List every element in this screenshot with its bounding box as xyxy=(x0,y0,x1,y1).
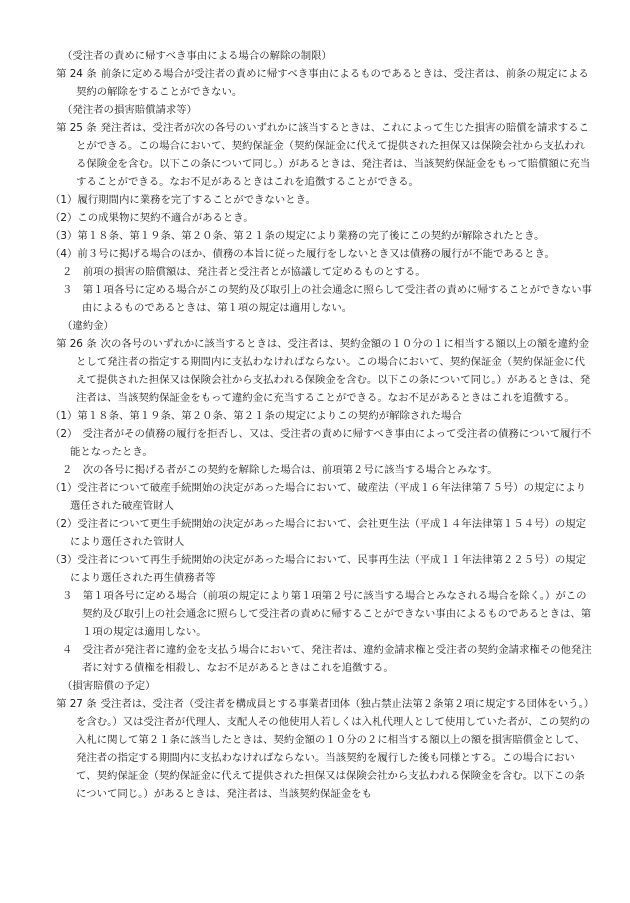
article-24-label: 第 24 条 xyxy=(56,68,97,80)
article-25-body xyxy=(56,119,594,191)
article-26-item-2: （2） 受注者がその債務の履行を拒否し、又は、受注者の責めに帰すべき事由によって受注者の債務について履行不能となったとき。 xyxy=(50,428,592,458)
article-25-item-3: （3）第１８条、第１９条、第２０条、第２１条の規定により業務の完了後にこの契約が解除されたとき。 xyxy=(50,230,545,242)
article-25-paragraph-2: ２ 前項の損害の賠償額は、発注者と受注者とが協議して定めるものとする。 xyxy=(62,266,426,278)
article-25-item-4: （4）前３号に掲げる場合のほか、債務の本旨に従った履行をしないとき又は債務の履行が不能であるとき。 xyxy=(50,248,555,260)
article-25-label: 第 25 条 xyxy=(56,122,97,134)
article-27-text: 受注者は、受注者（受注者を構成員とする事業者団体（独占禁止法第２条第２項に規定する団体をいう。）を含む。）又は受注者が代理人、支配人その他使用人若しくは入札代理人として使用していた者が、この契約の入札に関して第２１条に該当したときは、契約金額の１０分の２に相当する額以上の額を損害賠償金として、発注者の指定する期間内に支払わなければならない。当該契約を履行した後も同様とする。この場合において、契約保証金（契約保証金に代えて提供された担保又は保険会社から支払われる保険金を含む。以下この条について同じ。）があるときは、発注者は、当該契約保証金をも xyxy=(76,698,591,800)
article-25-paragraph-3: ３ 第１項各号に定める場合がこの契約及び取引上の社会通念に照らして受注者の責めに帰することができない事由によるものであるときは、第１項の規定は適用しない。 xyxy=(62,284,592,314)
article-27-label: 第 27 条 xyxy=(56,698,97,710)
article-24-heading: （受注者の責めに帰すべき事由による場合の解除の制限） xyxy=(62,50,332,62)
article-24-text: 前条に定める場合が受注者の責めに帰すべき事由によるものであるときは、受注者は、前条の規定による契約の解除をすることができない。 xyxy=(76,68,589,98)
article-26-heading: （違約金） xyxy=(62,320,114,332)
article-25-heading: （発注者の損害賠償請求等） xyxy=(62,104,198,116)
article-27-heading: （損害賠償の予定） xyxy=(62,680,156,692)
article-27-body xyxy=(56,695,594,803)
article-24-body xyxy=(56,65,594,101)
article-26-paragraph-2-item-3: （3）受注者について再生手続開始の決定があった場合において、民事再生法（平成１１年法律第２２５号）の規定により選任された再生債務者等 xyxy=(50,554,587,584)
article-26-paragraph-2-item-2: （2）受注者について更生手続開始の決定があった場合において、会社更生法（平成１４年法律第１５４号）の規定により選任された管財人 xyxy=(50,518,587,548)
article-26-text: 次の各号のいずれかに該当するときは、受注者は、契約金額の１０分の１に相当する額以上の額を違約金として発注者の指定する期間内に支払わなければならない。この場合において、契約保証金（契約保証金に代えて提供された担保又は保険会社から支払われる保険金を含む。以下この条について同じ。）があるときは、発注者は、当該契約保証金をもって違約金に充当することができる。なお不足があるときはこれを追徴する。 xyxy=(76,338,591,404)
article-26-paragraph-3: ３ 第１項各号に定める場合（前項の規定により第１項第２号に該当する場合とみなされる場合を除く。）がこの契約及び取引上の社会通念に照らして受注者の責めに帰することができない事由によるものであるときは、第１項の規定は適用しない。 xyxy=(62,590,592,638)
article-26-item-1: （1）第１８条、第１９条、第２０条、第２１条の規定によりこの契約が解除された場合 xyxy=(50,410,462,422)
article-26-paragraph-2-item-1: （1）受注者について破産手続開始の決定があった場合において、破産法（平成１６年法律第７５号）の規定により選任された破産管財人 xyxy=(50,482,587,512)
article-25-item-1: （1）履行期間内に業務を完了することができないとき。 xyxy=(50,194,316,206)
article-25-text: 発注者は、受注者が次の各号のいずれかに該当するときは、これによって生じた損害の賠償を請求することができる。この場合において、契約保証金（契約保証金に代えて提供された担保又は保険会社から支払われる保険金を含む。以下この条について同じ。）があるときは、発注者は、当該契約保証金をもって賠償額に充当することができる。なお不足があるときはこれを追徴することができる。 xyxy=(76,122,591,188)
article-26-paragraph-2: ２ 次の各号に掲げる者がこの契約を解除した場合は、前項第２号に該当する場合とみなす。 xyxy=(62,464,498,476)
article-26-paragraph-4: ４ 受注者が発注者に違約金を支払う場合において、発注者は、違約金請求権と受注者の契約金請求権その他発注者に対する債権を相殺し、なお不足があるときはこれを追徴する。 xyxy=(62,644,592,674)
article-26-body xyxy=(56,335,594,407)
document-body xyxy=(50,47,594,803)
article-25-item-2: （2）この成果物に契約不適合があるとき。 xyxy=(50,212,254,224)
article-26-label: 第 26 条 xyxy=(56,338,97,350)
